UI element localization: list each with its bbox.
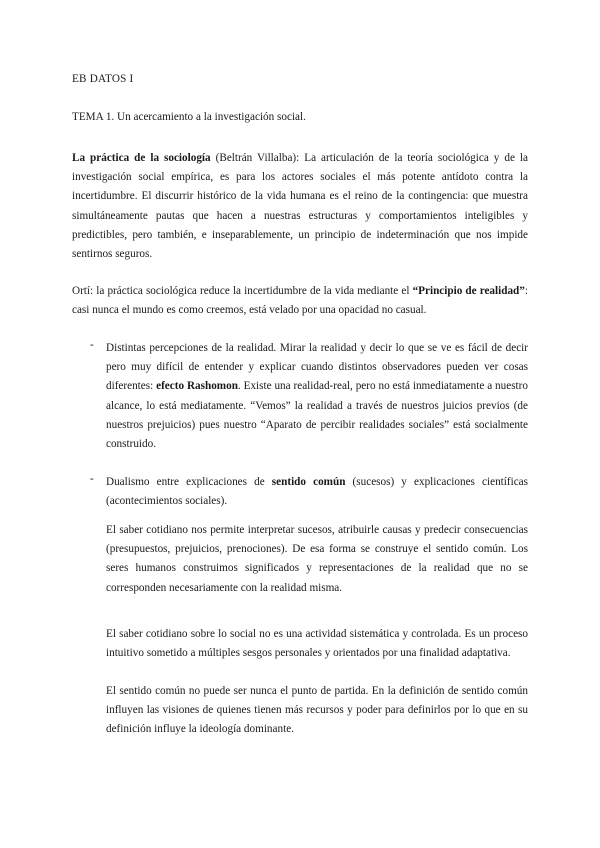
section-heading: TEMA 1. Un acercamiento a la investigación social.: [72, 111, 306, 123]
paragraph-practica-sociologia: [72, 149, 528, 264]
page-title: EB DATOS I: [72, 73, 134, 85]
bullet-text-part: Dualismo entre explicaciones de: [106, 476, 272, 488]
term-sentido-comun: sentido común: [271, 476, 346, 488]
bullet-item: [72, 339, 528, 454]
paragraph-text: (Beltrán Villalba): La articulación de la teoría sociológica y de la investigación social empírica, es para los actores sociales el más potente antídoto contra la incertidumbre. El discurrir histórico de la vida humana es el reino de la contingencia: que muestra simultáneamente pautas que hacen a nuestras estructuras y comportamientos inteligibles y predictibles, pero también, e inseparablemente, un principio de indeterminación que nos impide sentirnos seguros.: [72, 152, 528, 261]
bullet-item: [72, 473, 528, 511]
term-efecto-rashomon: efecto Rashomon: [156, 380, 238, 393]
term-principio-realidad: “Principio de realidad”: [412, 285, 525, 297]
bullet-text: [106, 339, 528, 454]
paragraph-text: Ortí: la práctica sociológica reduce la incertidumbre de la vida mediante el: [72, 285, 413, 297]
bullet-text-part: Distintas percepciones de la realidad. Mirar la realidad y decir lo que se ve es fácil de decir pero muy difícil de entender y explicar cuando distintos observadores pueden ver cosas diferentes:: [106, 342, 528, 393]
bullet-text: [106, 473, 528, 511]
sub-paragraph: El saber cotidiano sobre lo social no es una actividad sistemática y controlada. Es un proceso intuitivo sometido a múltiples sesgos personales y orientados por una finalidad adaptativa.: [106, 628, 528, 660]
bullet-text-part: (sucesos) y explicaciones científicas (acontecimientos sociales).: [106, 476, 528, 508]
paragraph-orti: [72, 282, 528, 320]
sub-paragraph: El saber cotidiano nos permite interpretar sucesos, atribuirle causas y predecir consecuencias (presupuestos, prejuicios, prenociones). De esa forma se construye el sentido común. Los seres humanos construimos significados y representaciones de la realidad que no se corresponden necesariamente con la realidad misma.: [106, 524, 528, 594]
bullet-marker: -: [90, 339, 94, 351]
bullet-text-part: . Existe una realidad-real, pero no está inmediatamente a nuestro alcance, lo está mediatamente. “Vemos” la realidad a través de nuestros juicios previos (de nuestros prejuicios) pues nuestro “Aparato de percibir realidades sociales” está socialmente construido.: [106, 380, 528, 451]
sub-paragraph: El sentido común no puede ser nunca el punto de partida. En la definición de sentido común influyen las visiones de quienes tienen más recursos y poder para definirlos por lo que en su definición influye la ideología dominante.: [106, 685, 528, 736]
bullet-marker: -: [90, 473, 94, 485]
paragraph-text: : casi nunca el mundo es como creemos, está velado por una opacidad no casual.: [72, 285, 528, 317]
term-practica-sociologia: La práctica de la sociología: [72, 152, 211, 164]
